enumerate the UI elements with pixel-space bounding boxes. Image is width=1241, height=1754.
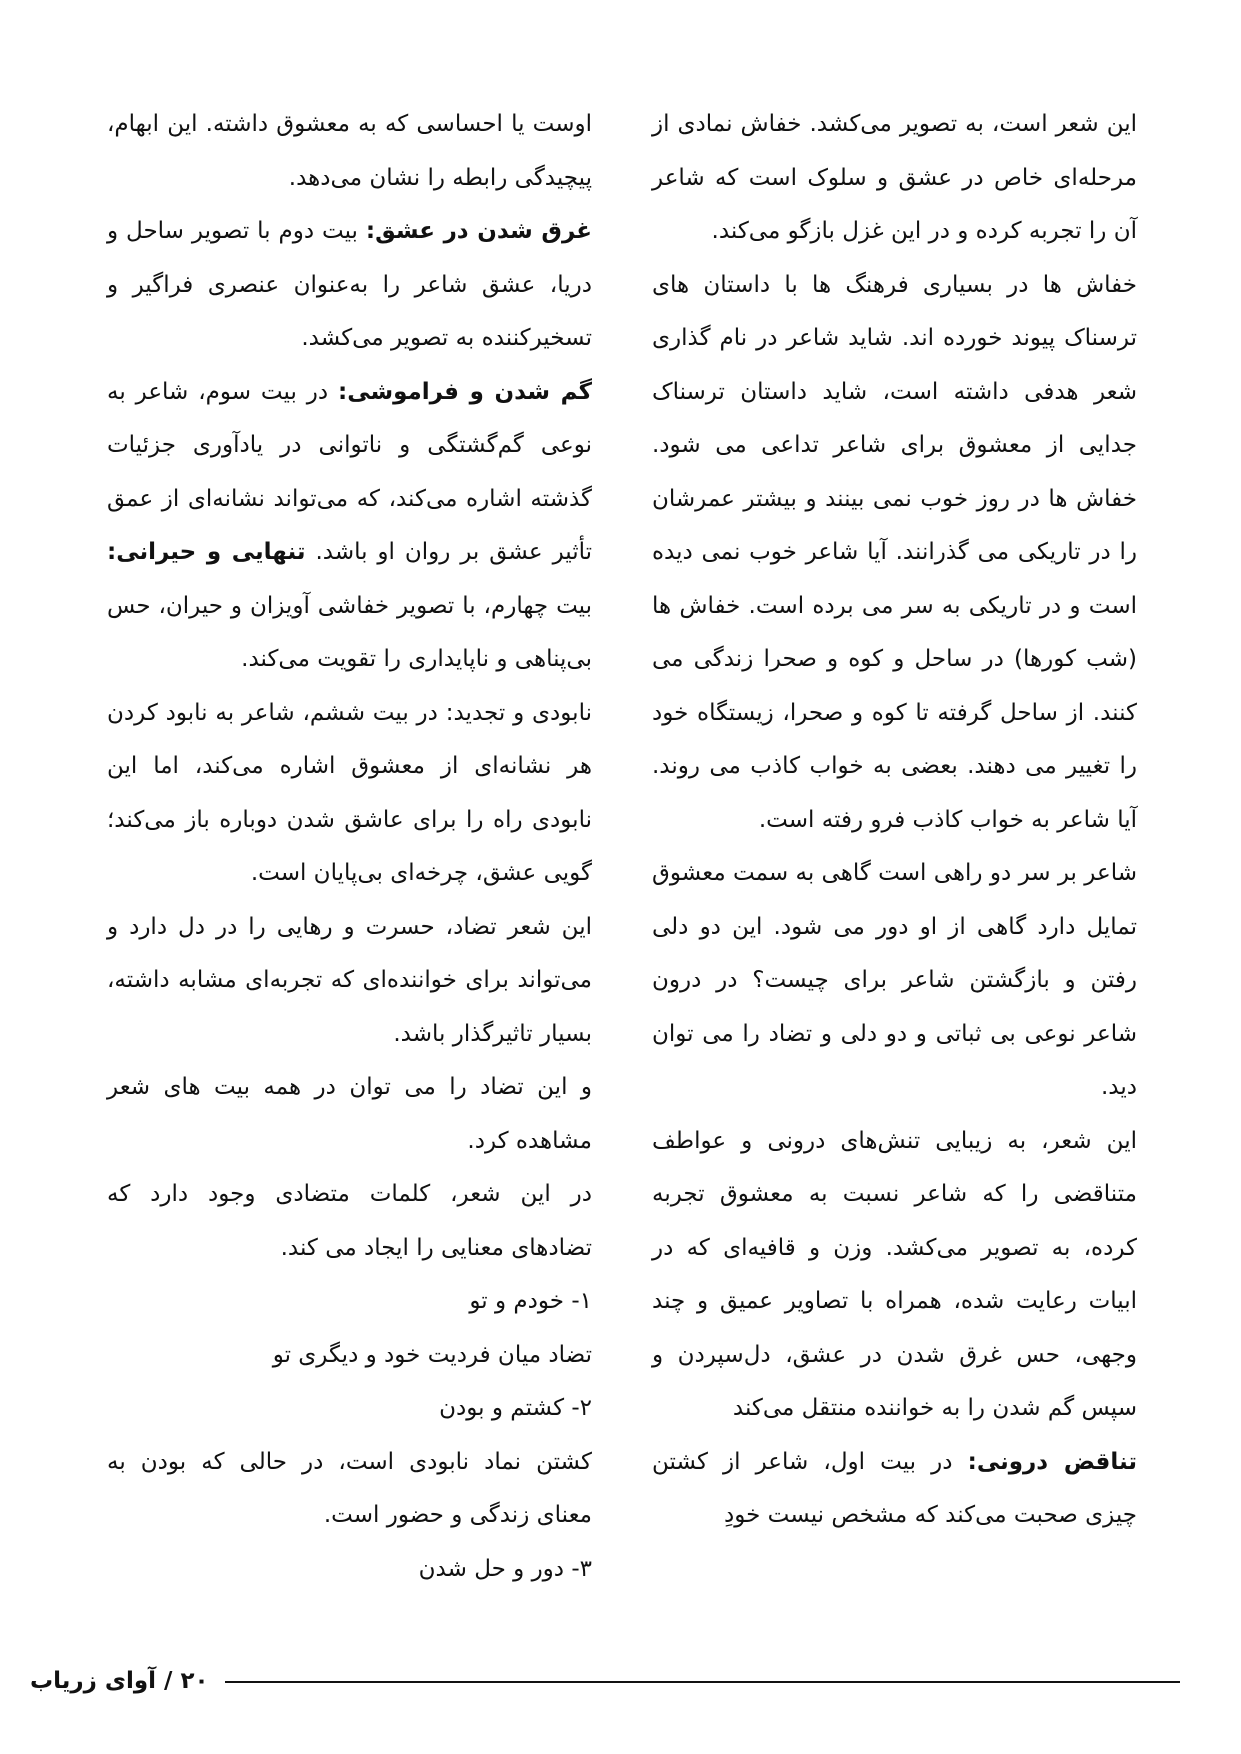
paragraph: شاعر بر سر دو راهی است گاهی به سمت معشوق تمایل دارد گاهی از او دور می شود. این دو دلی رفتن و بازگشتن شاعر برای چیست؟ در درون شاعر نوعی بی ثباتی و دو دلی و تضاد را می توان دید.	[652, 860, 1137, 1100]
paragraph: خفاش ها در بسیاری فرهنگ ها با داستان های ترسناک پیوند خورده اند. شاید شاعر در نام گذاری شعر هدفی داشته است، شاید داستان ترسناک جدایی از معشوق برای شاعر تداعی می شود. خفاش ها در روز خوب نمی بینند و بیشتر عمرشان را در تاریکی می گذرانند. آیا شاعر خوب نمی دیده است و در تاریکی به سر می برده است. خفاش ها (شب کورها) در ساحل و کوه و صحرا زندگی می کنند. از ساحل گرفته تا کوه و صحرا، زیستگاه خود را تغییر می دهند. بعضی به خواب کاذب می روند. آیا شاعر به خواب کاذب فرو رفته است.	[652, 271, 1137, 833]
paragraph	[652, 1436, 1137, 1543]
paragraph-heading: گم شدن و فراموشی:	[338, 378, 593, 405]
paragraph: این شعر، به زیبایی تنش‌های درونی و عواطف متناقضی را که شاعر نسبت به معشوق تجربه کرده، به تصویر می‌کشد. وزن و قافیه‌ای که در ابیات رعایت شده، همراه با تصاویر عمیق و چند وجهی، حس غرق شدن در عشق، دل‌سپردن و سپس گم شدن را به خواننده منتقل می‌کند	[652, 1127, 1137, 1421]
paragraph: نابودی و تجدید: در بیت ششم، شاعر به نابود کردن هر نشانه‌ای از معشوق اشاره می‌کند، اما این نابودی راه را برای عاشق شدن دوباره باز می‌کند؛ گویی عشق، چرخه‌ای بی‌پایان است.	[107, 699, 592, 886]
paragraph-heading: غرق شدن در عشق:	[365, 218, 592, 244]
left-column	[107, 98, 592, 1596]
list-item-description: کشتن نماد نابودی است، در حالی که بودن به معنای زندگی و حضور است.	[107, 1448, 592, 1528]
right-column	[652, 98, 1137, 1543]
list-item-title: ۲- کشتم و بودن	[439, 1395, 592, 1421]
paragraph-text: بیت دوم با تصویر ساحل و دریا، عشق شاعر را به‌عنوان عنصری فراگیر و تسخیرکننده به تصویر می‌کشد.	[107, 218, 592, 351]
page-number-label: ۲۰ / آوای زریاب	[30, 1668, 209, 1694]
paragraph: این شعر است، به تصویر می‌کشد. خفاش نمادی از مرحله‌ای خاص در عشق و سلوک است که شاعر آن را تجربه کرده و در این غزل بازگو می‌کند.	[652, 111, 1137, 244]
list-item-title: ۳- دور و حل شدن	[418, 1555, 592, 1582]
paragraph: در این شعر، کلمات متضادی وجود دارد که تضادهای معنایی را ایجاد می کند.	[107, 1181, 592, 1261]
paragraph	[107, 205, 592, 366]
paragraph	[107, 366, 592, 687]
list-item-description: تضاد میان فردیت خود و دیگری تو	[272, 1341, 592, 1368]
page-footer	[30, 1666, 1180, 1696]
paragraph: و این تضاد را می توان در همه بیت های شعر مشاهده کرد.	[107, 1074, 592, 1154]
paragraph-heading: تنهایی و حیرانی:	[107, 539, 306, 565]
paragraph: اوست یا احساسی که به معشوق داشته. این ابهام، پیچیدگی رابطه را نشان می‌دهد.	[107, 111, 592, 191]
paragraph-heading: تناقض درونی:	[967, 1448, 1137, 1475]
footer-divider	[225, 1681, 1180, 1683]
paragraph-text: در بیت اول، شاعر از کشتن چیزی صحبت می‌کند که مشخص نیست خودِ	[652, 1448, 1137, 1528]
list-item-title: ۱- خودم و تو	[469, 1288, 592, 1314]
paragraph-text: در بیت سوم، شاعر به نوعی گم‌گشتگی و ناتوانی در یادآوری جزئیات گذشته اشاره می‌کند، که می‌تواند نشانه‌ای از عمق تأثیر عشق بر روان او باشد.	[107, 378, 593, 565]
paragraph: این شعر تضاد، حسرت و رهایی را در دل دارد و می‌تواند برای خواننده‌ای که تجربه‌ای مشابه داشته، بسیار تاثیرگذار باشد.	[107, 913, 592, 1047]
paragraph-text: بیت چهارم، با تصویر خفاشی آویزان و حیران، حس بی‌پناهی و ناپایداری را تقویت می‌کند.	[107, 592, 592, 672]
